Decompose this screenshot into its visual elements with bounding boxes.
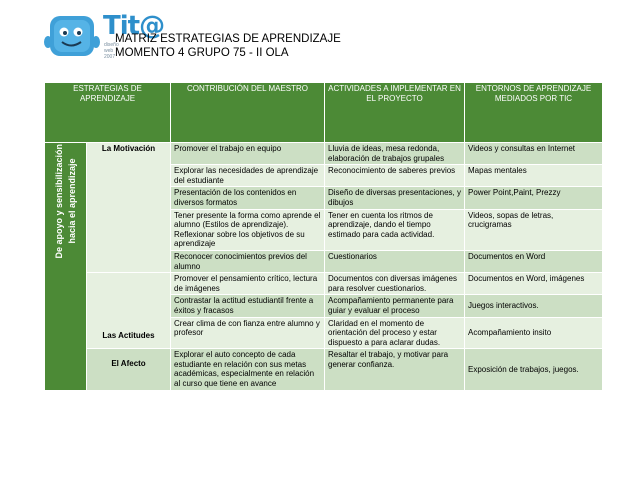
cell-environment: Videos y consultas en Internet [465,143,603,165]
cell-contribution: Contrastar la actitud estudiantil frente a éxitos y fracasos [171,295,325,317]
cell-environment: Exposición de trabajos, juegos. [465,349,603,390]
document-title [115,32,341,60]
cell-activity: Acompañamiento permanente para guiar y evaluar el proceso [325,295,465,317]
cell-environment: Power Point,Paint, Prezzy [465,187,603,209]
table-row [45,143,603,165]
cell-activity: Reconocimiento de saberes previos [325,165,465,187]
cell-environment: Mapas mentales [465,165,603,187]
table-row [45,273,603,295]
cell-activity: Cuestionarios [325,250,465,272]
cell-contribution: Tener presente la forma como aprende el alumno (Estilos de aprendizaje). Reflexionar sobre los objetivos de su aprendizaje [171,209,325,250]
cell-contribution: Presentación de los contenidos en diversos formatos [171,187,325,209]
cell-contribution: Explorar las necesidades de aprendizaje del estudiante [171,165,325,187]
strategy-motivation: La Motivación [87,143,171,273]
header-activities: ACTIVIDADES A IMPLEMENTAR EN EL PROYECTO [325,83,465,143]
header-row [45,83,603,143]
cell-contribution: Explorar el auto concepto de cada estudiante en relación con sus metas académicas, especialmente en relación al curso que tiene en avance [171,349,325,390]
table-row [45,349,603,390]
header-strategies: ESTRATEGIAS DE APRENDIZAJE [45,83,171,143]
cell-activity: Claridad en el momento de orientación del proceso y estar dispuesto a para aclarar dudas. [325,317,465,349]
cell-contribution: Promover el pensamiento crítico, lectura de imágenes [171,273,325,295]
strategy-affect: El Afecto [87,349,171,390]
side-category-label: De apoyo y sensibilización hacia el aprendizaje [45,143,87,391]
cell-contribution: Crear clima de con fianza entre alumno y profesor [171,317,325,349]
cell-environment: Juegos interactivos. [465,295,603,317]
cell-environment: Documentos en Word, imágenes [465,273,603,295]
cell-contribution: Promover el trabajo en equipo [171,143,325,165]
cell-activity: Tener en cuenta los ritmos de aprendizaje, dando el tiempo estimado para cada actividad. [325,209,465,250]
cell-activity: Lluvia de ideas, mesa redonda, elaboración de trabajos grupales [325,143,465,165]
strategies-matrix-table [44,82,603,391]
cell-activity: Documentos con diversas imágenes para resolver cuestionarios. [325,273,465,295]
cell-contribution: Reconocer conocimientos previos del alumno [171,250,325,272]
header-environments: ENTORNOS DE APRENDIZAJE MEDIADOS POR TIC [465,83,603,143]
title-line-1: MATRIZ ESTRATEGIAS DE APRENDIZAJE [115,33,341,45]
logo-wordmark: Tit@ [103,11,165,41]
header-contribution: CONTRIBUCIÓN DEL MAESTRO [171,83,325,143]
strategy-attitudes: Las Actitudes [87,273,171,349]
logo-subtitle: diseño web 2007 [104,42,119,60]
cell-environment: Documentos en Word [465,250,603,272]
cell-activity: Resaltar el trabajo, y motivar para generar confianza. [325,349,465,390]
title-line-2: MOMENTO 4 GRUPO 75 - II OLA [115,47,289,59]
cell-environment: Acompañamiento insito [465,317,603,349]
cell-activity: Diseño de diversas presentaciones, y dibujos [325,187,465,209]
cell-environment: Videos, sopas de letras, crucigramas [465,209,603,250]
